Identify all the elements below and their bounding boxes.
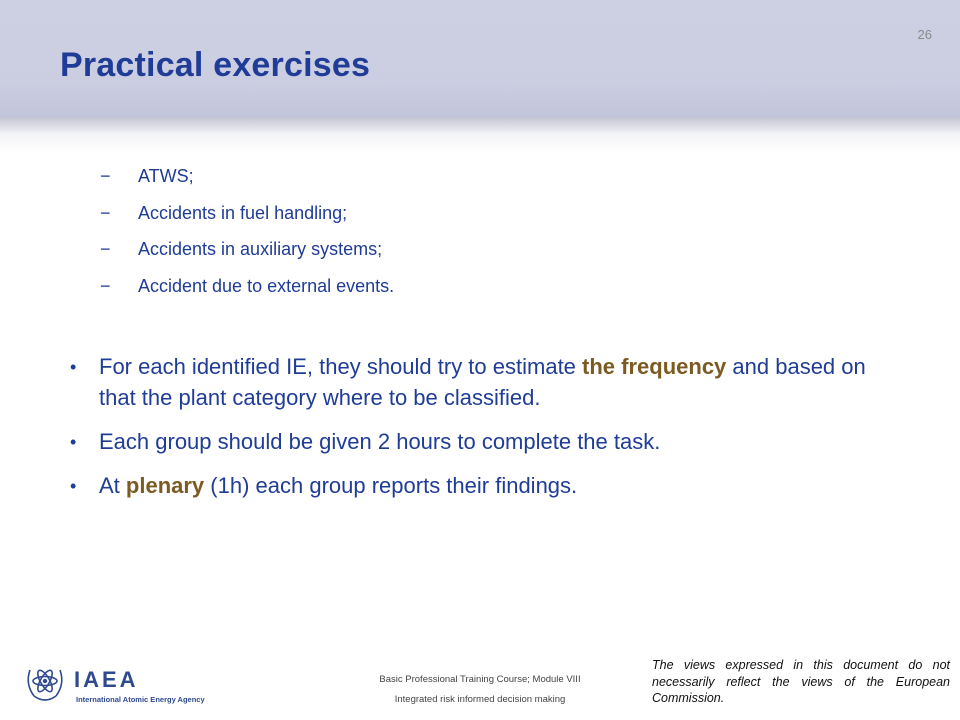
bullet-item-time <box>68 426 868 457</box>
disclaimer: The views expressed in this document do not necessarily reflect the views of the European Commission. <box>652 658 950 705</box>
sub-list-item <box>100 275 394 312</box>
bullet-text: At <box>99 473 126 498</box>
page-number: 26 <box>917 27 932 42</box>
sub-list-item <box>100 238 394 275</box>
bullet-icon: • <box>70 357 77 377</box>
sub-list-text: Accidents in fuel handling; <box>138 202 348 223</box>
bullet-text: (1h) each group reports their findings. <box>204 473 578 498</box>
sub-list-text: ATWS; <box>138 166 194 186</box>
logo-text: IAEA <box>74 667 139 692</box>
bullet-text: and based on that the plant category where to be classified. <box>99 354 866 410</box>
slide-title: Practical exercises <box>60 46 371 84</box>
dash-marker: − <box>100 166 111 186</box>
logo-subtext: International Atomic Energy Agency <box>76 695 205 704</box>
sub-list <box>100 165 394 311</box>
bullet-text: For each identified IE, they should try to estimate <box>99 354 583 379</box>
bullet-list <box>68 351 868 514</box>
course-line: Basic Professional Training Course; Module VIII <box>379 674 581 685</box>
header-shadow <box>0 118 960 152</box>
topic-line: Integrated risk informed decision making <box>394 694 566 705</box>
bullet-text: Each group should be given 2 hours to complete the task. <box>99 429 661 454</box>
bullet-icon: • <box>70 432 77 452</box>
sub-list-item <box>100 165 394 202</box>
iaea-logo <box>22 660 222 710</box>
highlight-text: the frequency <box>582 354 727 379</box>
sub-list-text: Accidents in auxiliary systems; <box>138 239 383 259</box>
sub-list-item <box>100 202 394 239</box>
sub-list-text: Accident due to external events. <box>138 275 395 296</box>
footer-course-info <box>300 670 660 710</box>
bullet-item-plenary <box>68 470 868 501</box>
dash-marker: − <box>100 202 111 223</box>
atom-laurel-icon <box>22 660 68 706</box>
dash-marker: − <box>100 239 111 259</box>
bullet-item-frequency <box>68 351 868 413</box>
bullet-icon: • <box>70 476 77 496</box>
dash-marker: − <box>100 275 111 296</box>
highlight-text: plenary <box>125 473 205 498</box>
